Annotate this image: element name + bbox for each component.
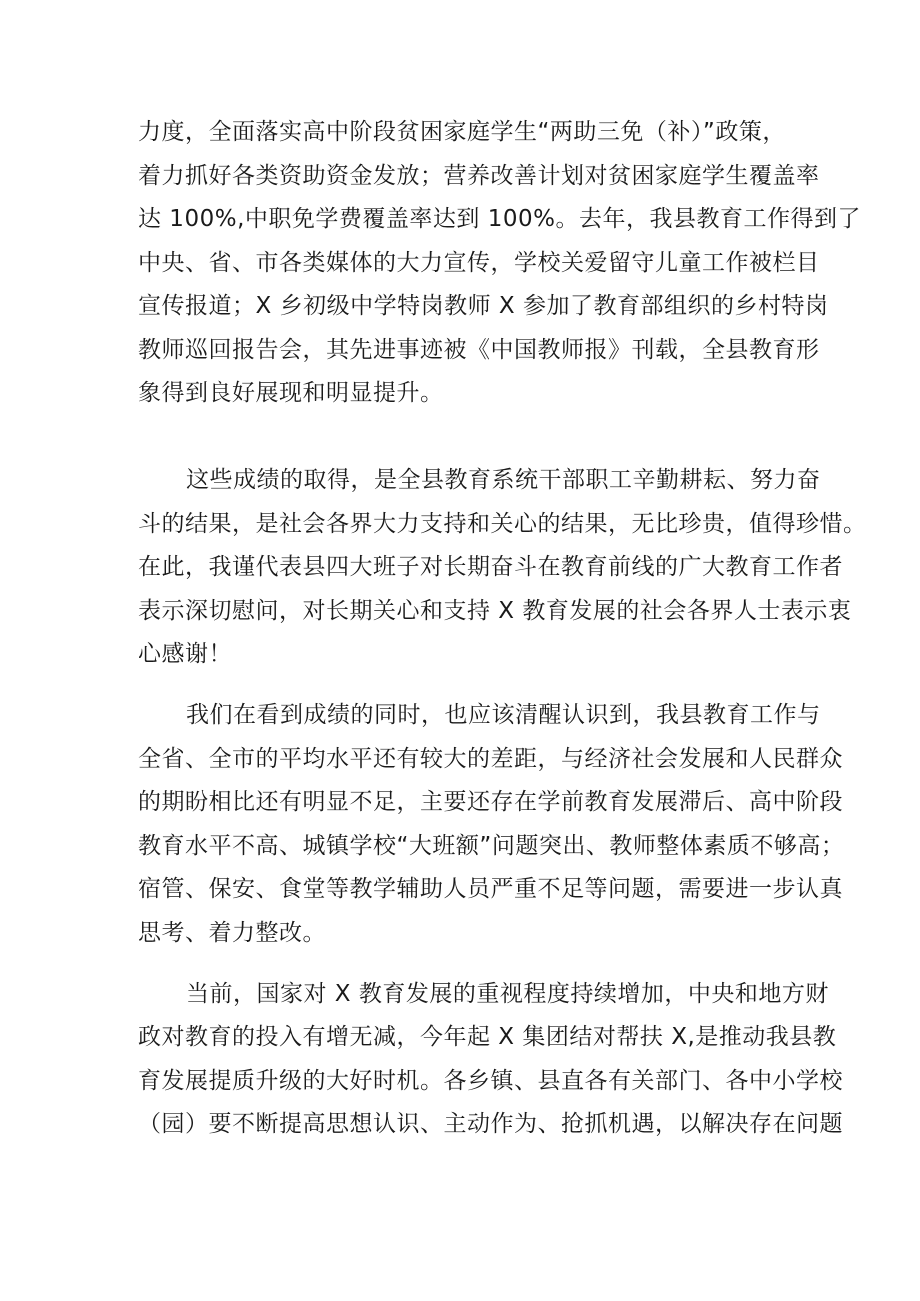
text-line-1: 力度，全面落实高中阶段贫困家庭学生“两助三免（补）”政策，: [138, 119, 786, 145]
text-line-9: 斗的结果，是社会各界大力支持和关心的结果，无比珍贵，值得珍惜。: [138, 511, 867, 537]
text-line-4: 中央、省、市各类媒体的大力宣传，学校关爱留守儿童工作被栏目: [138, 250, 820, 276]
text-line-11: 表示深切慰问，对长期关心和支持 X 教育发展的社会各界人士表示衷: [138, 598, 852, 624]
text-line-19: 当前，国家对 X 教育发展的重视程度持续增加，中央和地方财: [186, 981, 829, 1007]
text-line-10: 在此，我谨代表县四大班子对长期奋斗在教育前线的广大教育工作者: [138, 554, 843, 580]
text-line-7: 象得到良好展现和明显提升。: [138, 380, 444, 406]
text-line-17: 宿管、保安、食堂等教学辅助人员严重不足等问题，需要进一步认真: [138, 876, 843, 902]
text-line-12: 心感谢！: [138, 641, 232, 667]
text-line-14: 全省、全市的平均水平还有较大的差距，与经济社会发展和人民群众: [138, 746, 843, 772]
text-line-16: 教育水平不高、城镇学校“大班额”问题突出、教师整体素质不够高；: [138, 833, 845, 859]
text-line-21: 育发展提质升级的大好时机。各乡镇、县直各有关部门、各中小学校: [138, 1068, 843, 1094]
text-line-20: 政对教育的投入有增无减，今年起 X 集团结对帮扶 X,是推动我县教: [138, 1024, 837, 1050]
text-line-5: 宣传报道；X 乡初级中学特岗教师 X 参加了教育部组织的乡村特岗: [138, 293, 829, 319]
text-line-8: 这些成绩的取得，是全县教育系统干部职工辛勤耕耘、努力奋: [186, 467, 821, 493]
text-line-13: 我们在看到成绩的同时，也应该清醒认识到，我县教育工作与: [186, 702, 821, 728]
text-line-18: 思考、着力整改。: [138, 920, 326, 946]
text-line-22: （园）要不断提高思想认识、主动作为、抢抓机遇，以解决存在问题: [138, 1111, 843, 1137]
text-line-2: 着力抓好各类资助资金发放；营养改善计划对贫困家庭学生覆盖率: [138, 163, 820, 189]
text-line-3: 达 100%,中职免学费覆盖率达到 100%。去年，我县教育工作得到了: [138, 206, 861, 232]
text-line-6: 教师巡回报告会，其先进事迹被《中国教师报》刊载，全县教育形: [138, 337, 820, 363]
text-line-15: 的期盼相比还有明显不足，主要还存在学前教育发展滞后、高中阶段: [138, 789, 843, 815]
